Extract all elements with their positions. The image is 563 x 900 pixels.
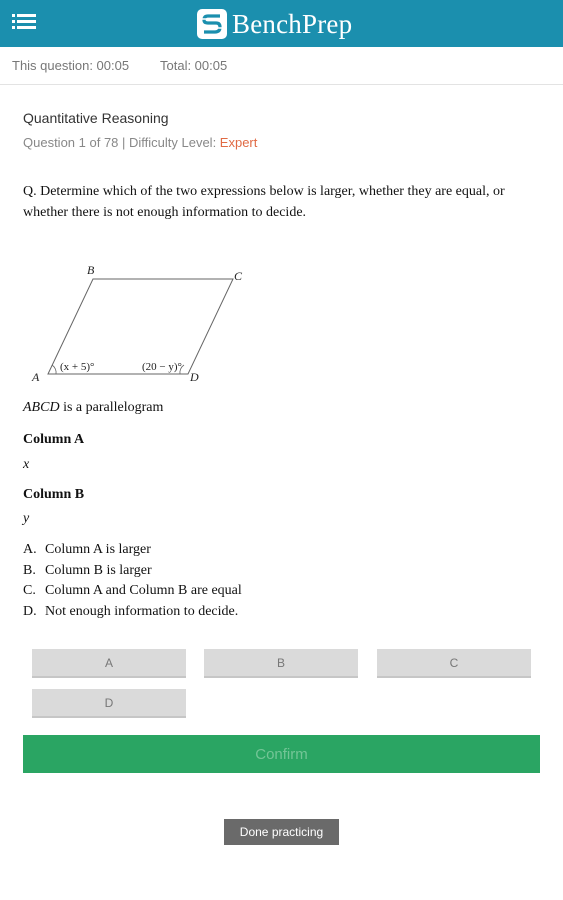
brand-name: BenchPrep bbox=[232, 8, 353, 39]
column-b-value: y bbox=[23, 511, 30, 526]
caption-text: is a parallelogram bbox=[59, 400, 164, 415]
vertex-label-b: B bbox=[87, 263, 95, 277]
total-timer: Total: 00:05 bbox=[160, 58, 228, 73]
choice-letter: A. bbox=[23, 542, 37, 557]
choice-item bbox=[23, 540, 242, 561]
angle-label-a: (x + 5)° bbox=[60, 361, 95, 373]
difficulty-level: Expert bbox=[219, 135, 258, 150]
vertex-label-d: D bbox=[190, 370, 199, 384]
choice-text: Column A and Column B are equal bbox=[45, 583, 242, 598]
column-a-value: x bbox=[23, 457, 30, 472]
column-a-title: Column A bbox=[23, 432, 85, 447]
choice-text: Column A is larger bbox=[45, 542, 151, 557]
timer-bar bbox=[0, 47, 563, 85]
choice-letter: B. bbox=[23, 562, 36, 578]
answer-button-d[interactable]: D bbox=[32, 689, 186, 718]
question-timer: This question: 00:05 bbox=[12, 58, 130, 73]
angle-label-d: (20 − y)° bbox=[142, 361, 182, 373]
top-bar bbox=[0, 0, 563, 47]
subject-title: Quantitative Reasoning bbox=[23, 110, 169, 126]
choice-text: Column B is larger bbox=[45, 562, 152, 578]
confirm-button[interactable]: Confirm bbox=[23, 735, 540, 773]
answer-button-a[interactable]: A bbox=[32, 649, 186, 678]
question-progress: Question 1 of 78 | Difficulty Level: bbox=[23, 135, 220, 150]
choice-item bbox=[23, 581, 242, 602]
figure-caption bbox=[23, 400, 163, 416]
answer-button-b[interactable]: B bbox=[204, 649, 358, 678]
brand-logo bbox=[196, 8, 352, 40]
choice-letter: C. bbox=[23, 583, 36, 598]
answer-choices bbox=[23, 540, 242, 622]
done-practicing-button[interactable]: Done practicing bbox=[224, 819, 339, 845]
choice-letter: D. bbox=[23, 603, 37, 619]
choice-item bbox=[23, 602, 242, 623]
caption-variable: ABCD bbox=[23, 400, 60, 415]
question-meta bbox=[23, 135, 257, 150]
choice-text: Not enough information to decide. bbox=[45, 603, 239, 619]
benchprep-logo-icon bbox=[196, 8, 228, 40]
vertex-label-a: A bbox=[32, 370, 40, 384]
choice-item bbox=[23, 561, 242, 582]
question-prompt: Q. Determine which of the two expressions below is larger, whether they are equal, or whether there is not enough information to decide. bbox=[23, 184, 505, 220]
parallelogram-figure bbox=[30, 260, 250, 390]
menu-icon[interactable] bbox=[12, 13, 36, 33]
vertex-label-c: C bbox=[234, 269, 243, 283]
column-b-title: Column B bbox=[23, 487, 85, 502]
answer-button-c[interactable]: C bbox=[377, 649, 531, 678]
